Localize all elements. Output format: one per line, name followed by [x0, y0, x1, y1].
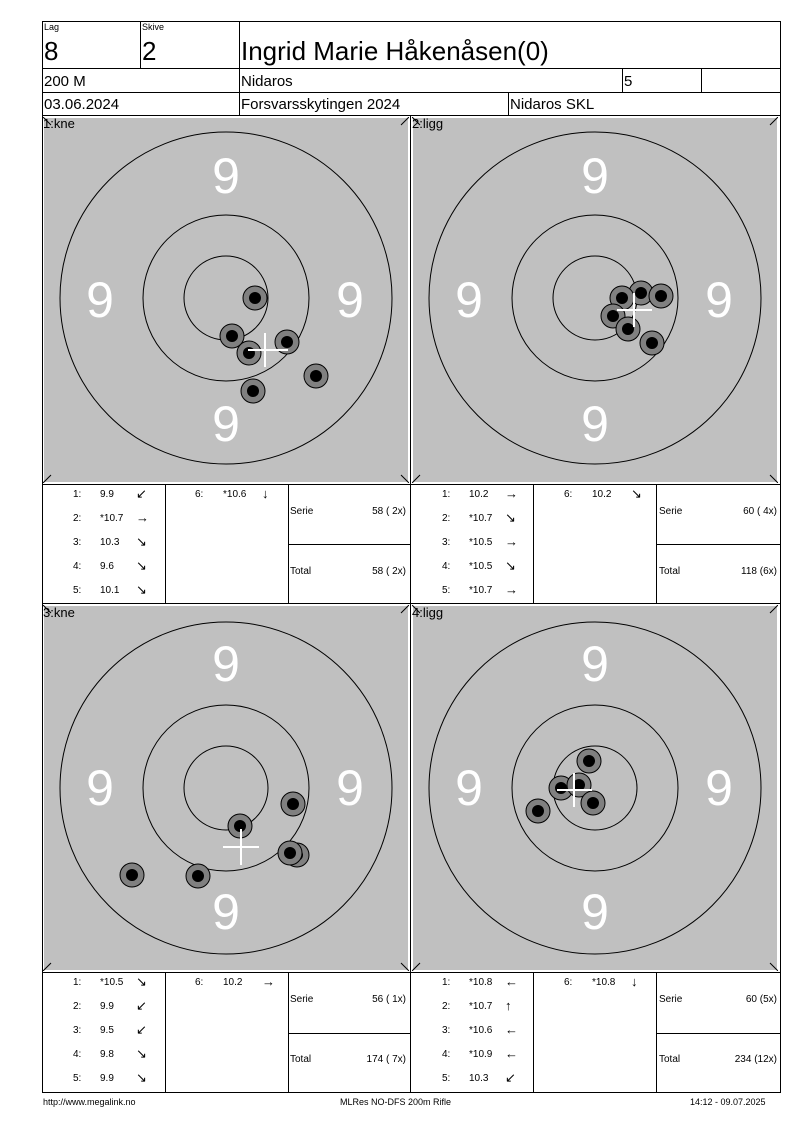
shot-direction-arrow-icon: ↑ [505, 998, 512, 1013]
shot-direction-arrow-icon: → [505, 534, 518, 549]
shot-direction-arrow-icon: ↘ [631, 486, 642, 501]
shot-value: *10.8 [592, 977, 616, 988]
shot-direction-arrow-icon: ↘ [136, 582, 147, 597]
shot-number: 6: [195, 977, 204, 988]
ring-label-top: 9 [212, 636, 240, 692]
serie-label: Serie [290, 994, 314, 1005]
shot-value: *10.7 [469, 1001, 493, 1012]
ring-label-left: 9 [86, 272, 114, 328]
panel-2-label: 2:ligg [412, 116, 444, 131]
shot-number: 5: [73, 585, 82, 596]
hit-marker [278, 841, 302, 865]
shot-number: 2: [442, 1001, 451, 1012]
ring-label-bottom: 9 [212, 396, 240, 452]
shot-value: *10.8 [469, 977, 493, 988]
hit-marker [281, 792, 305, 816]
shot-direction-arrow-icon: ↙ [136, 1022, 147, 1037]
ring-label-left: 9 [455, 760, 483, 816]
shot-number: 6: [564, 489, 573, 500]
shot-direction-arrow-icon: → [505, 486, 518, 501]
shot-number: 2: [442, 513, 451, 524]
shot-direction-arrow-icon: ↙ [136, 486, 147, 501]
shot-direction-arrow-icon: ← [505, 1046, 518, 1061]
serie-value: 56 ( 1x) [372, 994, 406, 1005]
shot-value: 10.1 [100, 585, 120, 596]
shot-direction-arrow-icon: → [262, 974, 275, 989]
total-label: Total [659, 566, 681, 577]
shot-value: *10.7 [469, 585, 493, 596]
ring-label-right: 9 [705, 760, 733, 816]
ring-label-right: 9 [336, 760, 364, 816]
serie-value: 60 (5x) [745, 994, 777, 1005]
shot-number: 1: [442, 977, 451, 988]
serie-label: Serie [659, 994, 683, 1005]
panel-1-label: 1:kne [43, 116, 75, 131]
total-value: 58 ( 2x) [372, 566, 406, 577]
skive-value: 2 [142, 36, 157, 66]
shot-value: 9.6 [100, 561, 114, 572]
total-value: 174 ( 7x) [366, 1054, 406, 1065]
ring-label-top: 9 [581, 636, 609, 692]
club: Nidaros [241, 73, 293, 90]
shot-value: 9.5 [100, 1025, 114, 1036]
shot-value: 10.3 [469, 1073, 489, 1084]
shot-value: 10.2 [469, 489, 489, 500]
footer-program: MLRes NO-DFS 200m Rifle [340, 1097, 452, 1107]
hit-marker [526, 799, 550, 823]
total-label: Total [290, 1054, 312, 1065]
hit-marker [649, 284, 673, 308]
hit-marker [243, 286, 267, 310]
shot-number: 5: [442, 1073, 451, 1084]
total-label: Total [659, 1054, 681, 1065]
ring-label-bottom: 9 [581, 884, 609, 940]
shot-value: *10.6 [469, 1025, 493, 1036]
shot-value: 10.3 [100, 537, 120, 548]
shot-number: 4: [442, 561, 451, 572]
shot-number: 3: [73, 537, 82, 548]
hit-marker [577, 749, 601, 773]
shot-value: *10.5 [100, 977, 124, 988]
serie-value: 60 ( 4x) [743, 506, 777, 517]
hit-marker [304, 364, 328, 388]
shot-value: 9.9 [100, 1073, 114, 1084]
serie-value: 58 ( 2x) [372, 506, 406, 517]
shot-direction-arrow-icon: ↘ [136, 1070, 147, 1085]
shot-number: 3: [442, 1025, 451, 1036]
class: 5 [624, 73, 633, 90]
shot-number: 2: [73, 513, 82, 524]
shot-direction-arrow-icon: ↓ [262, 486, 269, 501]
skive-label: Skive [142, 22, 165, 32]
shot-value: 9.9 [100, 489, 114, 500]
shot-number: 6: [564, 977, 573, 988]
hit-marker [120, 863, 144, 887]
date: 03.06.2024 [44, 96, 120, 113]
hit-marker [241, 379, 265, 403]
shot-direction-arrow-icon: ↘ [136, 1046, 147, 1061]
footer-url: http://www.megalink.no [43, 1097, 136, 1107]
shot-number: 1: [73, 977, 82, 988]
shot-direction-arrow-icon: ↘ [136, 974, 147, 989]
shot-number: 4: [73, 561, 82, 572]
total-value: 118 (6x) [741, 566, 777, 577]
ring-label-left: 9 [86, 760, 114, 816]
ring-label-bottom: 9 [212, 884, 240, 940]
target-1 [43, 117, 409, 483]
shot-number: 1: [73, 489, 82, 500]
hit-marker [186, 864, 210, 888]
hit-marker [237, 341, 261, 365]
total-label: Total [290, 566, 312, 577]
event-name: Forsvarsskytingen 2024 [241, 96, 401, 113]
shot-number: 6: [195, 489, 204, 500]
ring-label-left: 9 [455, 272, 483, 328]
shot-value: *10.5 [469, 561, 493, 572]
ring-label-right: 9 [705, 272, 733, 328]
shot-number: 1: [442, 489, 451, 500]
serie-label: Serie [290, 506, 314, 517]
panel-4-label: 4:ligg [412, 605, 444, 620]
shot-number: 5: [73, 1073, 82, 1084]
shot-number: 3: [442, 537, 451, 548]
shot-number: 3: [73, 1025, 82, 1036]
hit-marker [581, 791, 605, 815]
shot-direction-arrow-icon: ↓ [631, 974, 638, 989]
hit-marker [616, 317, 640, 341]
ring-label-top: 9 [581, 148, 609, 204]
target-2 [412, 117, 778, 483]
shot-direction-arrow-icon: → [136, 510, 149, 525]
shot-direction-arrow-icon: → [505, 582, 518, 597]
shooter-name: Ingrid Marie Håkenåsen(0) [241, 36, 549, 66]
shot-direction-arrow-icon: ↘ [136, 534, 147, 549]
serie-label: Serie [659, 506, 683, 517]
total-value: 234 (12x) [734, 1054, 777, 1065]
hit-marker [640, 331, 664, 355]
shot-value: 10.2 [592, 489, 612, 500]
shot-direction-arrow-icon: ← [505, 974, 518, 989]
shot-value: *10.7 [100, 513, 124, 524]
shot-direction-arrow-icon: ↙ [136, 998, 147, 1013]
shot-number: 2: [73, 1001, 82, 1012]
shot-value: 9.9 [100, 1001, 114, 1012]
footer-timestamp: 14:12 - 09.07.2025 [690, 1097, 766, 1107]
shot-number: 4: [442, 1049, 451, 1060]
shot-number: 5: [442, 585, 451, 596]
shot-value: *10.6 [223, 489, 247, 500]
lag-value: 8 [44, 36, 59, 66]
shot-value: 10.2 [223, 977, 243, 988]
target-3 [43, 605, 409, 971]
shot-value: 9.8 [100, 1049, 114, 1060]
organizer: Nidaros SKL [510, 96, 595, 113]
shot-direction-arrow-icon: ↘ [505, 558, 516, 573]
shot-direction-arrow-icon: ← [505, 1022, 518, 1037]
target-4 [412, 605, 778, 971]
shot-direction-arrow-icon: ↘ [505, 510, 516, 525]
shot-number: 4: [73, 1049, 82, 1060]
shot-direction-arrow-icon: ↙ [505, 1070, 516, 1085]
panel-3-label: 3:kne [43, 605, 75, 620]
shot-value: *10.9 [469, 1049, 493, 1060]
distance: 200 M [44, 73, 86, 90]
ring-label-right: 9 [336, 272, 364, 328]
shot-direction-arrow-icon: ↘ [136, 558, 147, 573]
shot-value: *10.7 [469, 513, 493, 524]
ring-label-top: 9 [212, 148, 240, 204]
ring-label-bottom: 9 [581, 396, 609, 452]
shot-value: *10.5 [469, 537, 493, 548]
lag-label: Lag [44, 22, 60, 32]
